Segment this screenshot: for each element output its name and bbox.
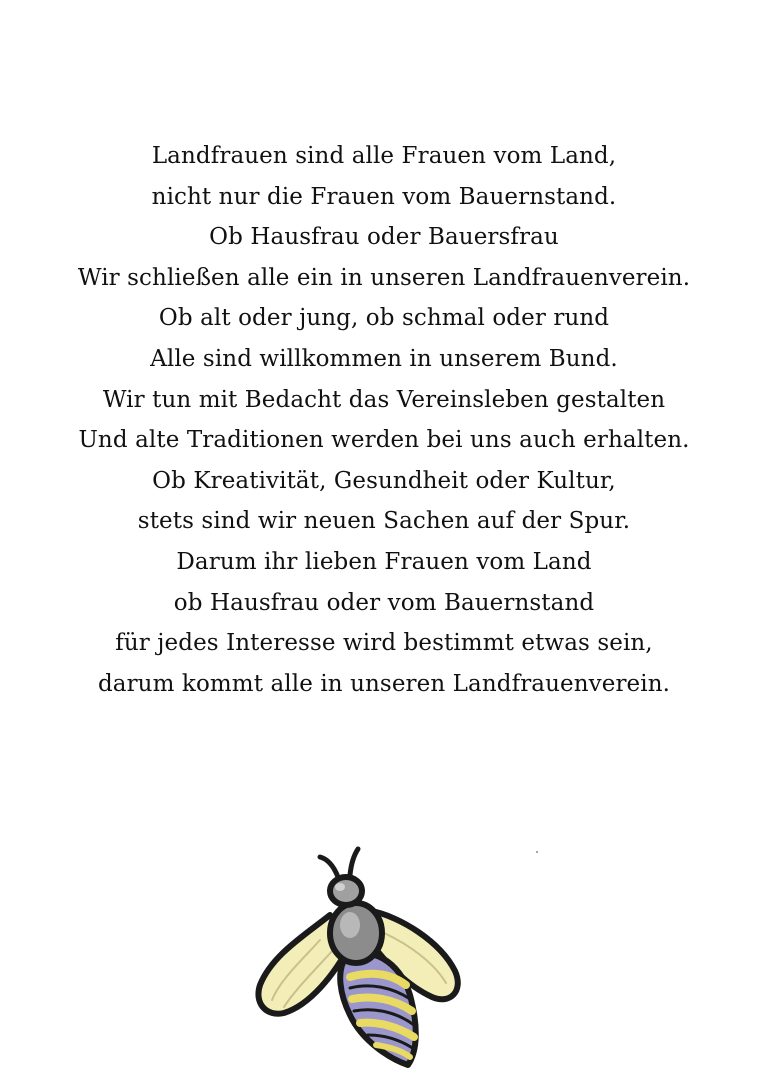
poem-line: Wir tun mit Bedacht das Vereinsleben gestalten: [102, 386, 666, 413]
poem-line: Alle sind willkommen in unserem Bund.: [150, 345, 618, 372]
poem-line: Und alte Traditionen werden bei uns auch erhalten.: [78, 427, 690, 454]
poem-line: Darum ihr lieben Frauen vom Land: [176, 548, 592, 575]
poem-line: ob Hausfrau oder vom Bauernstand: [173, 589, 595, 616]
bee-icon: [250, 845, 470, 1070]
bee-head: [330, 877, 362, 905]
poem-line: Ob Kreativität, Gesundheit oder Kultur,: [152, 467, 616, 494]
poem-line: nicht nur die Frauen vom Bauernstand.: [151, 183, 617, 210]
poem-line: stets sind wir neuen Sachen auf der Spur.: [137, 508, 631, 535]
poem-line: Ob alt oder jung, ob schmal oder rund: [158, 305, 610, 332]
poem-line: Ob Hausfrau oder Bauersfrau: [209, 224, 559, 251]
poem-line: für jedes Interesse wird bestimmt etwas sein,: [115, 630, 653, 657]
antenna-right: [350, 849, 358, 875]
poem-line: darum kommt alle in unseren Landfrauenverein.: [97, 670, 671, 697]
poem-line: Landfrauen sind alle Frauen vom Land,: [151, 143, 617, 169]
poem-text: [0, 136, 768, 704]
paper-speck: [536, 851, 538, 853]
poem-line: Wir schließen alle ein in unseren Landfrauenverein.: [77, 264, 691, 291]
antenna-left: [320, 857, 338, 877]
